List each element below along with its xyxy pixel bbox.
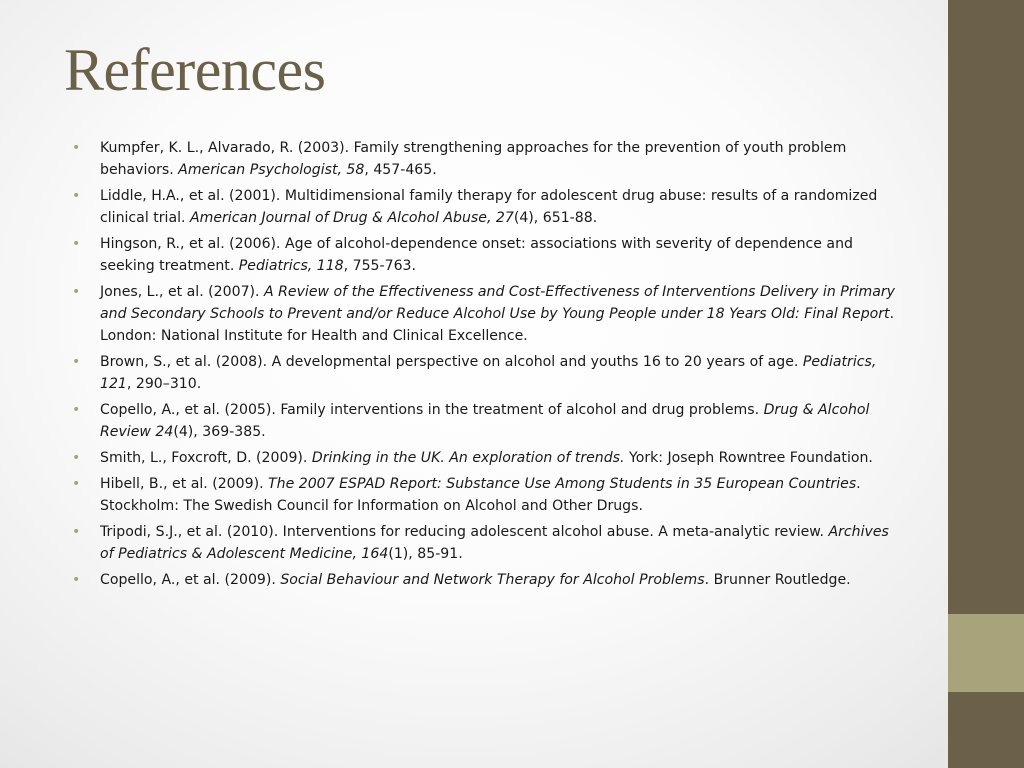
reference-text: Brown, S., et al. (2008). A developmental perspective on alcohol and youths 16 to 20 years of age. — [100, 354, 803, 370]
reference-text: Tripodi, S.J., et al. (2010). Interventions for reducing adolescent alcohol abuse. A meta-analytic review. — [100, 524, 829, 540]
bullet-icon: • — [72, 140, 81, 156]
bullet-icon: • — [72, 572, 81, 588]
reference-text: Kumpfer, K. L., Alvarado, R. (2003). Family strengthening approaches for the prevention of youth problem behaviors. — [100, 140, 847, 178]
bullet-icon: • — [72, 524, 81, 540]
reference-source-italic: The 2007 ESPAD Report: Substance Use Among Students in 35 European Countries — [268, 476, 857, 492]
reference-source-italic: Social Behaviour and Network Therapy for Alcohol Problems — [280, 572, 705, 588]
reference-text: Hibell, B., et al. (2009). — [100, 476, 269, 492]
reference-source-italic: Archives of Pediatrics & Adolescent Medicine, 164 — [100, 524, 889, 562]
reference-text: (4), 369-385. — [173, 424, 266, 440]
reference-text: Smith, L., Foxcroft, D. (2009). — [100, 450, 312, 466]
reference-text: York: Joseph Rowntree Foundation. — [624, 450, 873, 466]
reference-text: Jones, L., et al. (2007). — [100, 284, 264, 300]
reference-item — [72, 233, 902, 277]
reference-text: , 290–310. — [126, 376, 202, 392]
reference-item — [72, 137, 902, 181]
reference-text: . Brunner Routledge. — [704, 572, 851, 588]
reference-item — [72, 399, 902, 443]
bullet-icon: • — [72, 402, 81, 418]
bullet-icon: • — [72, 354, 81, 370]
bullet-icon: • — [72, 284, 81, 300]
reference-item — [72, 447, 902, 469]
reference-text: Copello, A., et al. (2005). Family interventions in the treatment of alcohol and drug problems. — [100, 402, 764, 418]
reference-text: . London: National Institute for Health and Clinical Excellence. — [100, 306, 895, 344]
reference-text: (1), 85-91. — [388, 546, 463, 562]
reference-source-italic: Pediatrics, 118 — [238, 258, 344, 274]
reference-item — [72, 185, 902, 229]
reference-source-italic: American Journal of Drug & Alcohol Abuse, 27 — [189, 210, 514, 226]
reference-text: . Stockholm: The Swedish Council for Information on Alcohol and Other Drugs. — [100, 476, 861, 514]
reference-item — [72, 473, 902, 517]
reference-item — [72, 569, 902, 591]
reference-text: , 755-763. — [343, 258, 416, 274]
reference-text: (4), 651-88. — [513, 210, 598, 226]
reference-source-italic: Drinking in the UK. An exploration of trends. — [311, 450, 625, 466]
reference-text: Hingson, R., et al. (2006). Age of alcohol-dependence onset: associations with severity of dependence and seeking treatment. — [100, 236, 853, 274]
reference-text: Copello, A., et al. (2009). — [100, 572, 281, 588]
reference-item — [72, 281, 902, 347]
reference-source-italic: A Review of the Effectiveness and Cost-Effectiveness of Interventions Delivery in Primary and Secondary Schools to Prevent and/or Reduce Alcohol Use by Young People under 18 Years Old: Final Report — [100, 284, 895, 322]
bullet-icon: • — [72, 476, 81, 492]
side-accent-block — [948, 614, 1024, 692]
reference-source-italic: Drug & Alcohol Review 24 — [100, 402, 870, 440]
reference-list — [72, 137, 902, 595]
bullet-icon: • — [72, 188, 81, 204]
reference-source-italic: Pediatrics, 121 — [100, 354, 877, 392]
reference-text: Liddle, H.A., et al. (2001). Multidimensional family therapy for adolescent drug abuse: results of a randomized clinical trial. — [100, 188, 878, 226]
reference-item — [72, 521, 902, 565]
reference-text: , 457-465. — [364, 162, 437, 178]
bullet-icon: • — [72, 236, 81, 252]
reference-source-italic: American Psychologist, 58 — [178, 162, 365, 178]
bullet-icon: • — [72, 450, 81, 466]
reference-item — [72, 351, 902, 395]
slide-title: References — [64, 37, 326, 103]
